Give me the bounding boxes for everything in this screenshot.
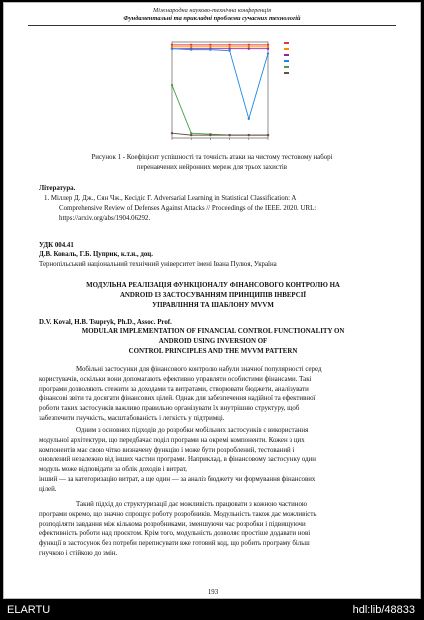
paragraph-line: модуль може відповідати за облік доходів і витрат,: [39, 466, 187, 474]
legend-swatch: [284, 54, 289, 56]
conference-header: Міжнародна науково-технічна конференція: [152, 7, 272, 14]
paragraph-line: програми окремо, що значно спрощує роботу розробників. Модульність також дає можливість: [39, 510, 317, 518]
paper-page: [3, 2, 421, 599]
footer-handle-label[interactable]: hdl:lib/48833: [352, 604, 415, 616]
article-authors: Д.В. Коваль, Г.Б. Цуприк, к.т.н., доц.: [39, 251, 153, 258]
legend-swatch: [284, 66, 289, 68]
data-point: [190, 134, 192, 136]
figure-caption-line1: Рисунок 1 - Коефіцієнт успішності та точність атаки на чистому тестовому наборі: [91, 154, 333, 161]
paragraph-line: фінансові звіти та досягати фінансових цілей. Однак для забезпечення надійної та ефективної: [39, 395, 316, 403]
paragraph-line: розподіляти завдання між кількома розробниками, зменшуючи час розробки і підвищуючи: [39, 520, 306, 528]
paragraph-line: модульної архітектури, що передбачає поділ програми на окремі компоненти. Кожен з цих: [39, 436, 305, 444]
data-point: [228, 49, 230, 51]
paragraph-line: програми дозволяють стежити за доходами та витратами, створювати бюджети, аналізувати: [39, 385, 309, 393]
legend-swatch: [284, 60, 289, 62]
title-ua-line3: УПРАВЛІННЯ ТА ШАБЛОНУ MVVM: [152, 302, 274, 309]
paragraph-line: цілей.: [39, 485, 57, 493]
article-affiliation: Тернопільський національний технічний університет імені Івана Пулюя, Україна: [39, 261, 277, 268]
paragraph-line: гнучкою і стійкою до змін.: [39, 550, 118, 557]
data-point: [190, 48, 192, 50]
paragraph-line: забезпечити гнучкість, масштабованість і легкість у підтримці.: [39, 415, 225, 422]
title-en-line3: CONTROL PRINCIPLES AND THE MVVM PATTERN: [128, 348, 298, 355]
paragraph-line: Мобільні застосунки для фінансового контролю набули значної популярності серед: [76, 366, 322, 373]
data-point: [209, 134, 211, 136]
paragraph-line: Одним з основних підходів до розробки мобільних застосунків є використання: [76, 427, 309, 434]
line-chart: [164, 34, 276, 150]
reference-1-line2: Comprehensive Review of Defenses Against Attacks // Proceedings of the IEEE. 2020. URL:: [59, 205, 317, 212]
paragraph-line: користувачів, оскільки вони допомагають ефективно управляти особистими фінансами. Такі: [39, 375, 312, 383]
udc-code: УДК 004.41: [39, 242, 74, 249]
data-point: [248, 48, 250, 50]
series-line-3: [172, 49, 268, 119]
data-point: [248, 134, 250, 136]
plot-frame: [172, 42, 268, 138]
series-line-4: [172, 85, 268, 135]
paragraph-line: ефективність роботи над проєктом. Крім того, модульність дозволяє простіше додавати нові: [39, 530, 311, 538]
title-ua-line1: МОДУЛЬНА РЕАЛІЗАЦІЯ ФУНКЦІОНАЛУ ФІНАНСОВОГО КОНТРОЛЮ НА: [86, 282, 340, 289]
paragraph-line: Такий підхід до структуризації дає можливість працювати з кожною частиною: [76, 501, 308, 508]
data-point: [209, 48, 211, 50]
chart-legend: [284, 40, 350, 76]
page-number: 193: [207, 589, 219, 596]
paragraph-line: оновлений незалежно від інших частин програми. Наприклад, в фінансовому застосунку один: [39, 456, 316, 464]
legend-swatch: [284, 72, 289, 74]
data-point: [267, 52, 269, 54]
series-line-5: [172, 133, 268, 135]
authors-en: D.V. Koval, H.B. Tsupryk, Ph.D., Assoc. Prof.: [39, 319, 172, 326]
legend-swatch: [284, 42, 289, 44]
footer-repository-label[interactable]: ELARTU: [7, 604, 51, 616]
title-en-line2: ANDROID USING INVERSION OF: [158, 338, 268, 345]
legend-swatch: [284, 48, 289, 50]
paragraph-line: функції в застосунок без потреби переписувати вже готовий код, що робить програму більш: [39, 540, 310, 548]
paragraph-line: компонентів має свою чітко визначену функцію і може бути розроблений, тестований і: [39, 446, 295, 454]
header-divider: [28, 25, 396, 26]
data-point: [248, 118, 250, 120]
reference-1-line3: https://arxiv.org/abs/1904.06292.: [59, 215, 151, 222]
paragraph-line: інший — за категоризацію витрат, а ще один — за аналіз бюджету чи формування фінансових: [39, 476, 316, 483]
data-point: [228, 134, 230, 136]
data-point: [171, 84, 173, 86]
data-point: [267, 134, 269, 136]
data-point: [267, 48, 269, 50]
title-ua-line2: ANDROID ІЗ ЗАСТОСУВАННЯМ ПРИНЦИПІВ ІНВЕРСІЇ: [119, 292, 307, 299]
data-point: [171, 48, 173, 50]
references-title: Література.: [39, 185, 76, 192]
paragraph-line: роботи таких застосунків важливо правильно організувати їх внутрішню структуру, щоб: [39, 405, 300, 413]
reference-1-line1: 1. Міллер Д. Дж., Сян Чж., Кесідіс Г. Adversarial Learning in Statistical Classification: A: [44, 195, 297, 202]
data-point: [171, 132, 173, 134]
figure-caption-line2: перенавчених нейронних мереж для трьох захистів: [136, 164, 288, 171]
title-en-line1: MODULAR IMPLEMENTATION OF FINANCIAL CONTROL FUNCTIONALITY ON: [81, 328, 345, 335]
conference-subtitle: Фундаментальні та прикладні проблеми сучасних технологій: [123, 15, 301, 22]
legend-item: [284, 70, 350, 76]
